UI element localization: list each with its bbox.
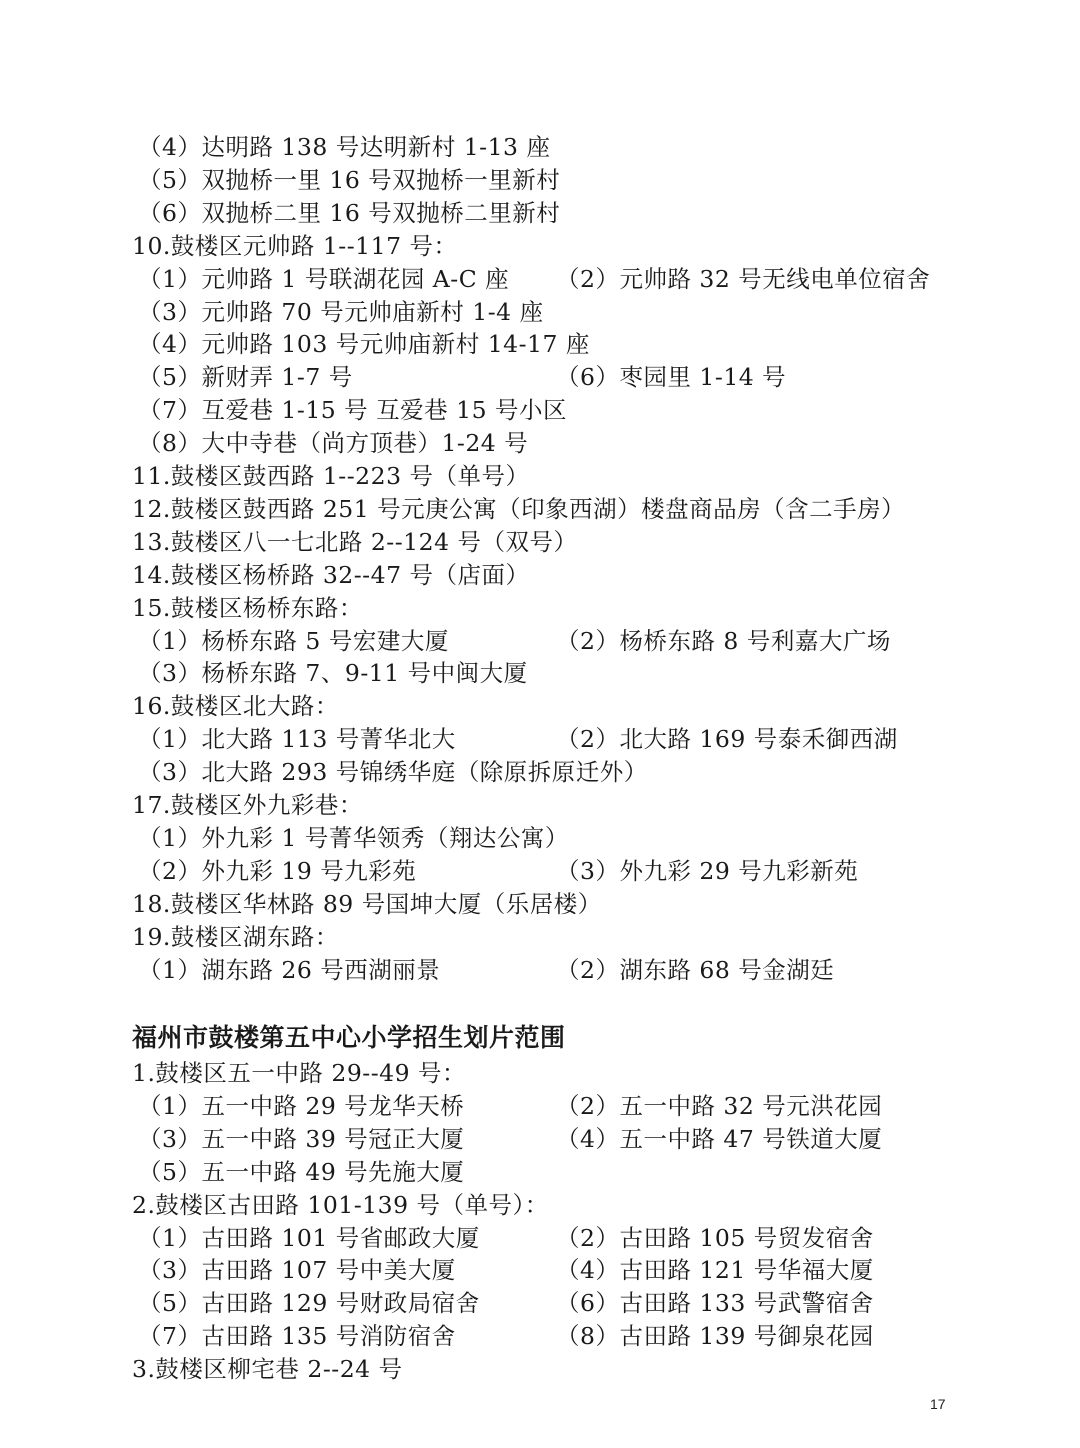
list-item-second-column: （4）古田路 121 号华福大厦 [556,1256,874,1285]
list-item-second-column: （4）五一中路 47 号铁道大厦 [556,1124,883,1153]
list-item: 3.鼓楼区柳宅巷 2--24 号 [132,1355,403,1384]
list-item: 15.鼓楼区杨桥东路： [132,593,363,622]
list-item-second-column: （6）古田路 133 号武警宿舍 [556,1289,874,1318]
section-heading: 福州市鼓楼第五中心小学招生划片范围 [132,1023,566,1052]
list-item-second-column: （8）古田路 139 号御泉花园 [556,1322,874,1351]
list-item: （3）元帅路 70 号元帅庙新村 1-4 座 [138,297,544,326]
list-item: （3）杨桥东路 7、9-11 号中闽大厦 [138,659,528,688]
list-item: （5）五一中路 49 号先施大厦 [138,1157,465,1186]
list-item: 12.鼓楼区鼓西路 251 号元庚公寓（印象西湖）楼盘商品房（含二手房） [132,494,906,523]
list-item: （1）五一中路 29 号龙华天桥 [138,1091,465,1120]
list-item: （3）古田路 107 号中美大厦 [138,1256,456,1285]
list-item: （3）五一中路 39 号冠正大厦 [138,1124,465,1153]
list-item: （1）北大路 113 号菁华北大 [138,725,456,754]
list-item-second-column: （2）元帅路 32 号无线电单位宿舍 [556,264,931,293]
list-item: （4）元帅路 103 号元帅庙新村 14-17 座 [138,330,590,359]
list-item: 18.鼓楼区华林路 89 号国坤大厦（乐居楼） [132,889,602,918]
list-item-second-column: （2）古田路 105 号贸发宿舍 [556,1223,874,1252]
page-number: 17 [930,1396,946,1412]
list-item: （1）外九彩 1 号菁华领秀（翔达公寓） [138,823,569,852]
list-item: 19.鼓楼区湖东路： [132,922,339,951]
list-item: （1）杨桥东路 5 号宏建大厦 [138,626,449,655]
list-item: （7）互爱巷 1-15 号 互爱巷 15 号小区 [138,396,567,425]
list-item: （5）双抛桥一里 16 号双抛桥一里新村 [138,165,561,194]
list-item: 13.鼓楼区八一七北路 2--124 号（双号） [132,527,578,556]
list-item-second-column: （6）枣园里 1-14 号 [556,363,787,392]
list-item: 1.鼓楼区五一中路 29--49 号： [132,1059,467,1087]
list-item: （7）古田路 135 号消防宿舍 [138,1322,456,1351]
list-item: （3）北大路 293 号锦绣华庭（除原拆原迁外） [138,758,648,787]
list-item: 11.鼓楼区鼓西路 1--223 号（单号） [132,462,530,490]
list-item: （8）大中寺巷（尚方顶巷）1-24 号 [138,429,529,458]
list-item-second-column: （3）外九彩 29 号九彩新苑 [556,856,859,885]
list-item: （2）外九彩 19 号九彩苑 [138,856,417,885]
list-item: （6）双抛桥二里 16 号双抛桥二里新村 [138,198,561,227]
list-item: （1）古田路 101 号省邮政大厦 [138,1223,480,1252]
list-item-second-column: （2）北大路 169 号泰禾御西湖 [556,725,898,754]
list-item-second-column: （2）五一中路 32 号元洪花园 [556,1091,883,1120]
list-item: （5）古田路 129 号财政局宿舍 [138,1289,480,1318]
list-item: （1）湖东路 26 号西湖丽景 [138,955,441,984]
list-item-second-column: （2）湖东路 68 号金湖廷 [556,955,835,984]
list-item: （5）新财弄 1-7 号 [138,363,353,392]
list-item: 10.鼓楼区元帅路 1--117 号： [132,231,458,260]
list-item: 14.鼓楼区杨桥路 32--47 号（店面） [132,560,530,589]
list-item: （1）元帅路 1 号联湖花园 A-C 座 [138,264,510,293]
list-item-second-column: （2）杨桥东路 8 号利嘉大广场 [556,626,891,655]
list-item: 16.鼓楼区北大路： [132,692,339,721]
list-item: 17.鼓楼区外九彩巷： [132,791,363,819]
list-item: 2.鼓楼区古田路 101-139 号（单号）： [132,1190,549,1219]
list-item: （4）达明路 138 号达明新村 1-13 座 [138,133,551,161]
